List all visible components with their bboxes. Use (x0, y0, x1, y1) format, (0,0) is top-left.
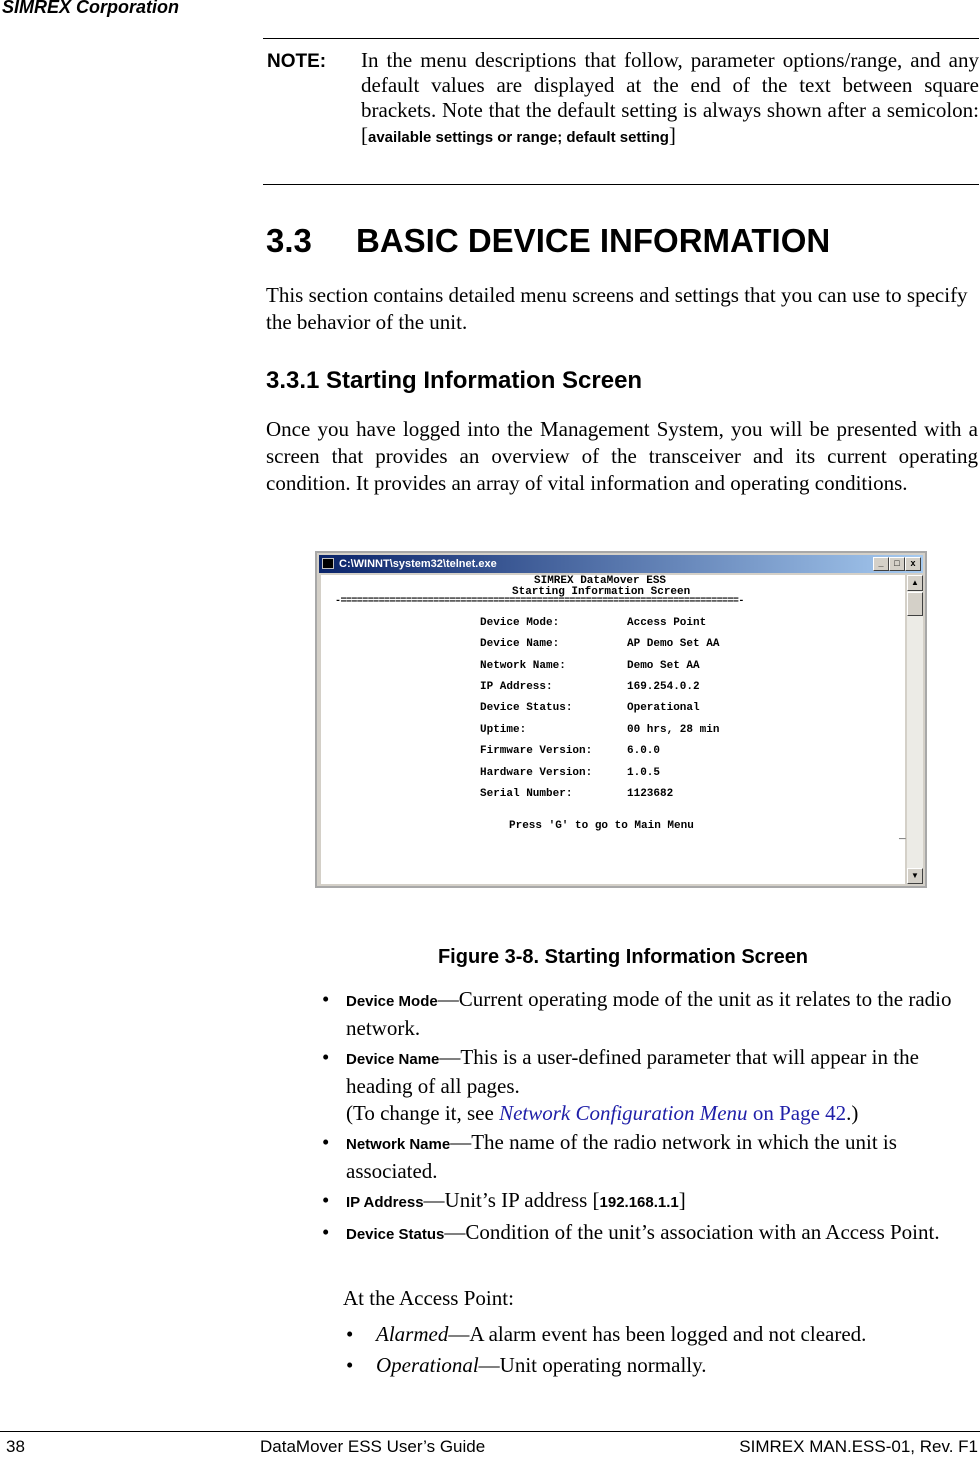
list-item: • IP Address—Unit’s IP address [192.168.1.1] (322, 1188, 686, 1212)
row-value: AP Demo Set AA (627, 638, 720, 650)
subsection-heading: 3.3.1 Starting Information Screen (266, 367, 643, 394)
row-label: Firmware Version: (480, 745, 593, 757)
sub-list-item: • Operational—Unit operating normally. (346, 1350, 866, 1381)
note-bottom-rule (263, 184, 979, 185)
row-value: 6.0.0 (627, 745, 661, 757)
sub-list-item: • Alarmed—A alarm event has been logged and not cleared. (346, 1319, 866, 1350)
window-titlebar (319, 555, 923, 573)
window-title: C:\WINNT\system32\telnet.exe (339, 558, 497, 570)
bullet-icon: • (322, 1220, 330, 1244)
note-label: NOTE: (267, 51, 327, 72)
console-subheading: Starting Information Screen (512, 586, 691, 598)
scroll-thumb (907, 592, 923, 616)
console-scrollbar (907, 575, 923, 884)
guide-title: DataMover ESS User’s Guide (260, 1437, 486, 1456)
bullet-icon: • (322, 1130, 330, 1154)
list-item: • Network Name—The name of the radio network in which the unit is associated. (322, 1130, 897, 1183)
console-prompt: Press 'G' to go to Main Menu (509, 820, 694, 832)
page-number: 38 (6, 1437, 25, 1456)
running-header: SIMREX Corporation (2, 0, 180, 17)
figure-caption: Figure 3-8. Starting Information Screen (437, 946, 809, 968)
section-heading: 3.3 BASIC DEVICE INFORMATION (266, 222, 831, 259)
row-label: Hardware Version: (480, 767, 593, 779)
list-item: • Device Name—This is a user-defined parameter that will appear in the heading of all pages. (To change it, see Network Configuration Menu on Page 42.) (322, 1045, 919, 1125)
row-value: Access Point (627, 617, 707, 629)
row-label: Uptime: (480, 724, 527, 736)
minimize-icon: _ (873, 557, 889, 571)
scroll-up-icon: ▲ (907, 575, 923, 591)
ap-intro: At the Access Point: (343, 1286, 514, 1310)
row-value: 00 hrs, 28 min (627, 724, 720, 736)
list-item: • Device Mode—Current operating mode of the unit as it relates to the radio network. (322, 987, 952, 1040)
bullet-icon: • (346, 1322, 354, 1346)
row-label: Device Mode: (480, 617, 560, 629)
row-label: Device Name: (480, 638, 560, 650)
console-heading: SIMREX DataMover ESS (534, 575, 667, 587)
bullet-icon: • (346, 1353, 354, 1377)
row-value: Operational (627, 702, 700, 714)
close-icon: x (905, 557, 921, 571)
bullet-icon: • (322, 1045, 330, 1069)
bullet-icon: • (322, 987, 330, 1011)
document-id: SIMREX MAN.ESS-01, Rev. F1 (739, 1437, 978, 1456)
maximize-icon: □ (889, 557, 905, 571)
intro-paragraph: This section contains detailed menu screens and settings that you can use to specify the behavior of the unit. (266, 283, 968, 334)
sub-bullet-list (346, 1319, 866, 1381)
row-value: 1123682 (627, 788, 674, 800)
subsection-paragraph: Once you have logged into the Management System, you will be presented with a screen that provides an overview of the transceiver and its current operating condition. It provides an array of vital information and operating conditions. (266, 417, 978, 495)
row-value: 169.254.0.2 (627, 681, 700, 693)
console-area (321, 575, 905, 884)
note-bracket-content: available settings or range; default setting (368, 129, 669, 146)
scroll-down-icon: ▼ (907, 868, 923, 884)
console-cursor: _ (899, 830, 906, 842)
note-top-rule (263, 38, 979, 39)
console-separator: -=========================================================================- (335, 596, 744, 607)
telnet-window-screenshot (315, 551, 927, 888)
row-label: Serial Number: (480, 788, 573, 800)
list-item: • Device Status—Condition of the unit’s association with an Access Point. (322, 1220, 940, 1244)
note-text: In the menu descriptions that follow, parameter options/range, and any default values are displayed at the end of the text between square brackets. Note that the default setting is always shown after a semicolon: [available settings or range; default setting] (361, 48, 979, 147)
bullet-icon: • (322, 1188, 330, 1212)
row-label: IP Address: (480, 681, 553, 693)
network-config-link[interactable]: Network Configuration Menu (499, 1101, 748, 1125)
row-value: 1.0.5 (627, 767, 661, 779)
bullet-list (322, 986, 978, 1248)
row-value: Demo Set AA (627, 660, 700, 672)
row-label: Device Status: (480, 702, 573, 714)
page-link[interactable]: on Page 42 (747, 1101, 847, 1125)
footer-rule (0, 1431, 980, 1432)
row-label: Network Name: (480, 660, 566, 672)
console-icon (322, 558, 334, 569)
